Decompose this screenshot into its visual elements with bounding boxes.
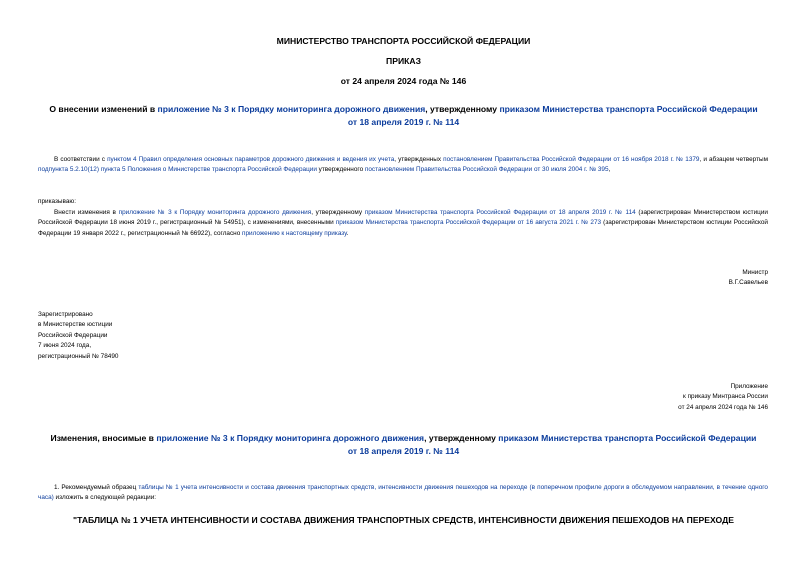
preamble-text-2: , утвержденных bbox=[394, 156, 444, 163]
appendix-reference bbox=[568, 382, 768, 413]
body-link-annex[interactable]: приложению к настоящему приказу bbox=[242, 229, 347, 237]
changes-title-link-order[interactable]: приказом Министерства транспорта Российской Федерации bbox=[498, 433, 757, 443]
registration-block bbox=[38, 310, 118, 362]
title-text-1: О внесении изменений в bbox=[49, 104, 158, 114]
body-text-3: (зарегистрирован Министерством юстиции Российской Федерации 18 июня 2019 г., регистрационный № 54951), с изменениями, внесенными bbox=[38, 209, 768, 227]
changes-title-link-appendix[interactable]: приложение № 3 к Порядку мониторинга дорожного движения bbox=[156, 433, 425, 443]
preamble-text-3: , и абзацем четвертым bbox=[699, 156, 768, 163]
ministry-name: МИНИСТЕРСТВО ТРАНСПОРТА РОССИЙСКОЙ ФЕДЕРАЦИИ bbox=[276, 36, 531, 46]
changes-title-link-order-date[interactable]: от 18 апреля 2019 г. № 114 bbox=[347, 446, 460, 456]
preamble-text-1: В соответствии с bbox=[54, 156, 108, 163]
body-text-1: Внести изменения в bbox=[54, 209, 119, 216]
signature-block bbox=[568, 268, 768, 289]
body-text-5: . bbox=[346, 229, 349, 237]
preamble-text-4: утвержденного bbox=[316, 166, 365, 174]
registration-line-1: Зарегистрировано bbox=[38, 311, 93, 318]
item-1-link-table[interactable]: таблицы № 1 учета интенсивности и состава движения транспортных средств, интенсивности движения пешеходов на переходе (в поперечном профиле дороги в обследуемом направлении, в течение одного часа) bbox=[38, 484, 768, 502]
order-word: приказываю: bbox=[38, 198, 76, 205]
registration-line-5: регистрационный № 78490 bbox=[38, 352, 119, 360]
changes-title-text-2: , утвержденному bbox=[424, 433, 499, 443]
changes-title bbox=[0, 432, 807, 458]
body-link-appendix[interactable]: приложение № 3 к Порядку мониторинга дорожного движения bbox=[118, 209, 312, 216]
appendix-line-3: от 24 апреля 2024 года № 146 bbox=[678, 403, 768, 411]
preamble-text-5: , bbox=[608, 166, 611, 174]
table-heading: "ТАБЛИЦА № 1 УЧЕТА ИНТЕНСИВНОСТИ И СОСТАВА ДВИЖЕНИЯ ТРАНСПОРТНЫХ СРЕДСТВ, ИНТЕНСИВНОСТИ ДВИЖЕНИЯ ПЕШЕХОДОВ НА ПЕРЕХОДЕ bbox=[73, 515, 734, 525]
document-title bbox=[0, 103, 807, 129]
body-link-order-273[interactable]: приказом Министерства транспорта Российской Федерации от 16 августа 2021 г. № 273 bbox=[335, 219, 602, 227]
title-link-order[interactable]: приказом Министерства транспорта Российской Федерации bbox=[499, 104, 758, 114]
registration-line-4: 7 июня 2024 года, bbox=[38, 342, 92, 350]
item-1-paragraph bbox=[38, 483, 768, 504]
registration-line-3: Российской Федерации bbox=[38, 331, 108, 339]
signature-role: Министр bbox=[742, 269, 768, 276]
title-text-2: , утвержденному bbox=[425, 104, 500, 114]
title-link-appendix[interactable]: приложение № 3 к Порядку мониторинга дорожного движения bbox=[157, 104, 426, 114]
registration-line-2: в Министерстве юстиции bbox=[38, 321, 113, 329]
appendix-line-1: Приложение bbox=[730, 383, 768, 390]
document-type: ПРИКАЗ bbox=[386, 56, 421, 66]
body-text-2: , утвержденному bbox=[311, 209, 365, 216]
body-link-order-114[interactable]: приказом Министерства транспорта Российской Федерации от 18 апреля 2019 г. № 114 bbox=[364, 209, 636, 216]
signature-name: В.Г.Савельев bbox=[728, 279, 768, 287]
preamble-link-subparagraph[interactable]: подпункта 5.2.10(12) пункта 5 Положения о Министерстве транспорта Российской Федерации bbox=[38, 166, 317, 174]
body-paragraph bbox=[38, 208, 768, 239]
item-1-text-1: 1. Рекомендуемый образец bbox=[54, 484, 139, 491]
preamble-paragraph bbox=[38, 155, 768, 176]
item-1-text-2: изложить в следующей редакции: bbox=[53, 494, 157, 502]
body-text-4: (зарегистрирован Министерством юстиции Российской Федерации 19 января 2022 г., регистрационный № 66922), согласно bbox=[38, 219, 768, 237]
changes-title-text-1: Изменения, вносимые в bbox=[50, 433, 157, 443]
preamble-link-resolution-395[interactable]: постановлением Правительства Российской Федерации от 30 июля 2004 г. № 395 bbox=[364, 166, 609, 174]
preamble-link-resolution-1379[interactable]: постановлением Правительства Российской Федерации от 16 ноября 2018 г. № 1379 bbox=[443, 156, 700, 163]
preamble-link-rules[interactable]: пунктом 4 Правил определения основных параметров дорожного движения и ведения их учета bbox=[107, 156, 395, 163]
document-date-number: от 24 апреля 2024 года № 146 bbox=[340, 76, 467, 86]
appendix-line-2: к приказу Минтранса России bbox=[683, 393, 768, 401]
title-link-order-date[interactable]: от 18 апреля 2019 г. № 114 bbox=[347, 117, 460, 127]
